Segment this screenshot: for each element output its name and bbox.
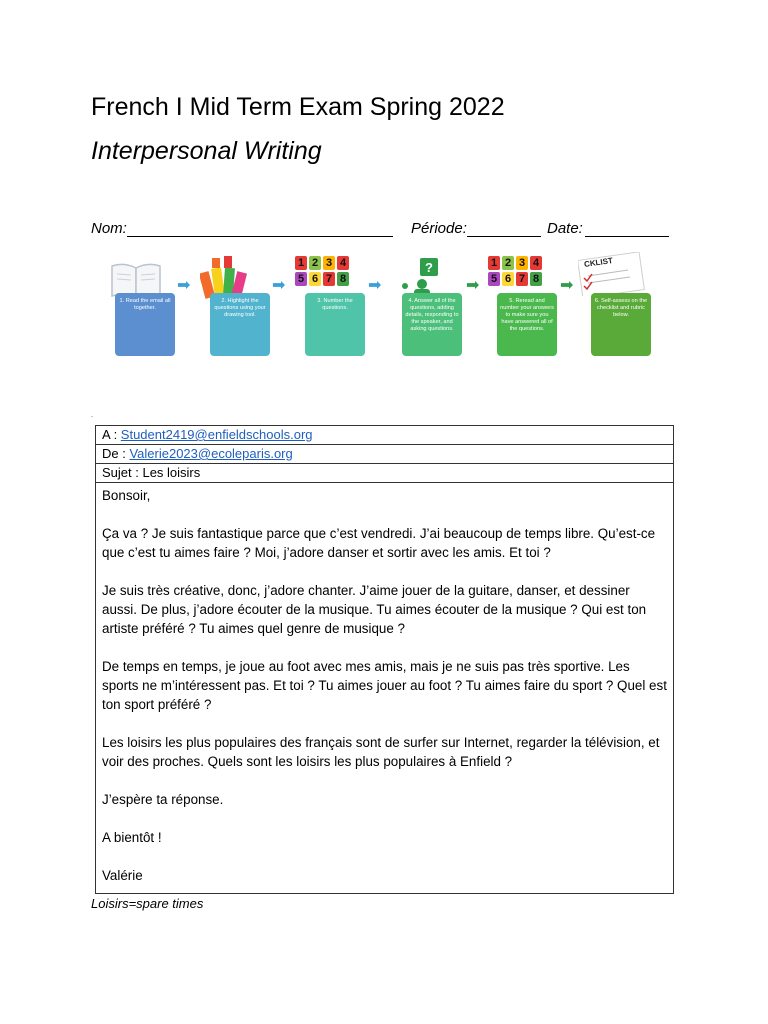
step-6-label: 6. Self-assess on the checklist and rubric below. [594,298,648,318]
number-tile: 2 [309,256,321,270]
instruction-steps [100,250,680,365]
number-tile: 7 [516,272,528,286]
subject-text: Sujet : Les loisirs [96,464,674,483]
arrow-icon: ➡ [560,277,574,294]
nom-label: Nom: [91,220,127,237]
number-tile: 1 [488,256,500,270]
email-paragraph: A bientôt ! [102,830,162,845]
number-tile: 1 [295,256,307,270]
step-5-label: 5. Reread and number your answers to make sure you have answered all of the questions. [500,298,554,332]
email-body-row [96,483,674,894]
email-table [95,425,674,894]
arrow-icon: ➡ [177,277,191,294]
arrow-icon: ➡ [272,277,286,294]
number-tiles-icon [488,256,548,296]
number-tile: 7 [323,272,335,286]
step-3-box [305,293,365,356]
page-subtitle: Interpersonal Writing [91,137,322,165]
date-line[interactable] [585,236,669,237]
number-tile: 2 [502,256,514,270]
student-info-fields [91,220,681,242]
svg-text:?: ? [425,260,433,275]
periode-line[interactable] [467,236,541,237]
step-1-box [115,293,175,356]
question-person-icon [398,256,448,296]
from-email-link[interactable]: Valerie2023@ecoleparis.org [129,446,293,461]
number-tile: 4 [337,256,349,270]
from-label: De : [102,446,130,461]
email-paragraph: De temps en temps, je joue au foot avec mes amis, mais je ne suis pas très sportive. Les sports ne m’intéressent pas. Et toi ? Tu aimes jouer au foot ? Tu aimes faire du sport ? Quel est ton sport préféré ? [102,659,667,712]
step-6-box [591,293,651,356]
number-tile: 8 [530,272,542,286]
footnote: Loisirs=spare times [91,896,204,911]
email-paragraph: Je suis très créative, donc, j’adore chanter. J’aime jouer de la guitare, danser, et dessiner aussi. De plus, j’adore écouter de la musique. Tu aimes écouter de la musique ? Qui est ton artiste préféré ? Tu aimes quel genre de musique ? [102,583,647,636]
email-to-row [96,426,674,445]
nom-line[interactable] [127,236,393,237]
number-tile: 5 [488,272,500,286]
arrow-icon: ➡ [466,277,480,294]
email-paragraph: J’espère ta réponse. [102,792,224,807]
step-4-box [402,293,462,356]
step-2-box [210,293,270,356]
page-title: French I Mid Term Exam Spring 2022 [91,93,505,121]
to-label: A : [102,427,121,442]
email-from-row [96,445,674,464]
number-tile: 3 [516,256,528,270]
email-body [96,483,674,894]
email-signature: Valérie [102,868,143,883]
number-tile: 3 [323,256,335,270]
checklist-word: CKLIST [583,256,614,269]
number-tile: 5 [295,272,307,286]
email-paragraph: Ça va ? Je suis fantastique parce que c’est vendredi. J’ai beaucoup de temps libre. Qu’est-ce que c’est tu aimes faire ? Moi, j’adore danser et sortir avec les amis. Et toi ? [102,526,656,560]
number-tiles-icon [295,256,355,296]
number-tile: 4 [530,256,542,270]
table-corner-mark: ˉ [91,416,94,423]
step-5-box [497,293,557,356]
step-4-label: 4. Answer all of the questions, adding details, responding to the speaker, and asking questions. [405,298,459,332]
email-paragraph: Les loisirs les plus populaires des français sont de surfer sur Internet, regarder la télévision, et voir des proches. Quels sont les loisirs les plus populaires à Enfield ? [102,735,660,769]
to-email-link[interactable]: Student2419@enfieldschools.org [120,427,313,442]
arrow-icon: ➡ [368,277,382,294]
step-3-label: 3. Number the questions. [317,298,353,311]
number-tile: 8 [337,272,349,286]
email-paragraph: Bonsoir, [102,488,151,503]
number-tile: 6 [309,272,321,286]
periode-label: Période: [411,220,467,237]
date-label: Date: [547,220,583,237]
step-1-label: 1. Read the email all together. [119,298,171,311]
email-subject-row [96,464,674,483]
step-2-label: 2. Highlight the questions using your drawing tool. [214,298,266,318]
checklist-icon [578,252,646,296]
number-tile: 6 [502,272,514,286]
